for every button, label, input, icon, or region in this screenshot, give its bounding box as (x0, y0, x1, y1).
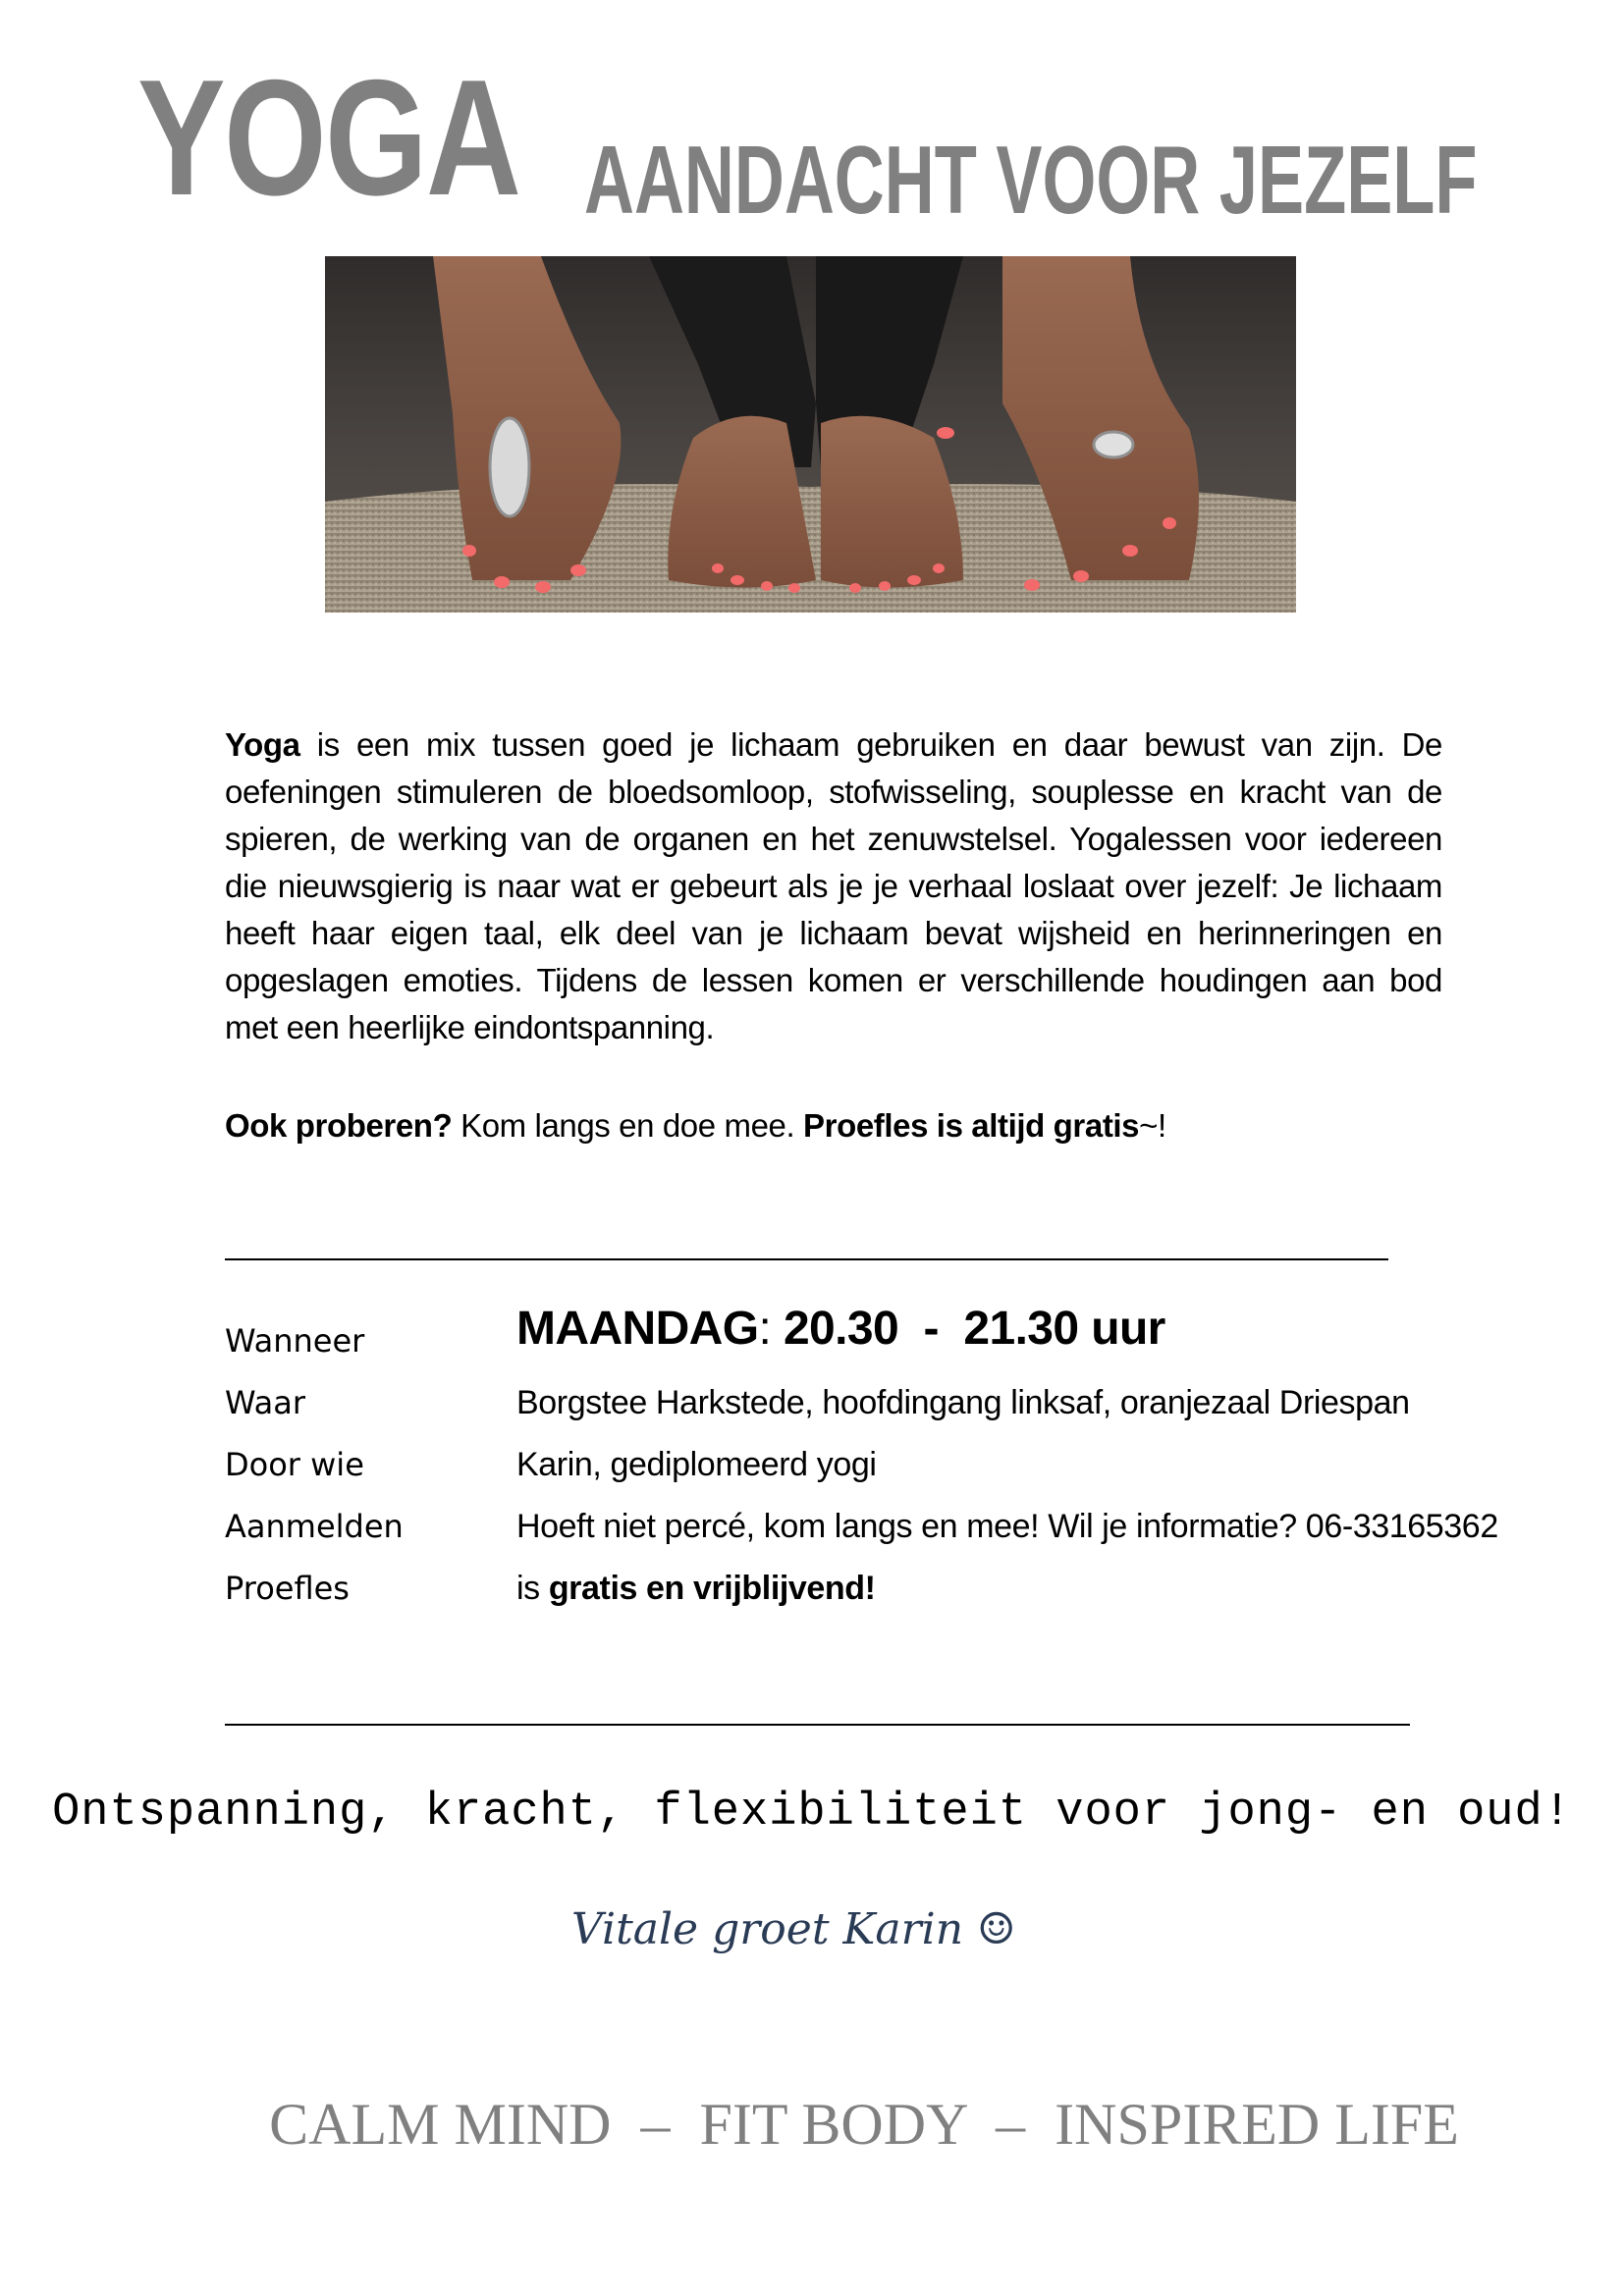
info-label-where: Waar (225, 1384, 305, 1421)
cta-end: ~! (1139, 1107, 1166, 1144)
intro-text: is een mix tussen goed je lichaam gebruiken en daar bewust van zijn. De oefeningen stimuleren de bloedsomloop, stofwisseling, souplesse en kracht van de spieren, de werking van de organen en het zenuwstelsel. Yogalessen voor iedereen die nieuwsgierig is naar wat er gebeurt als je je verhaal loslaat over jezelf: Je lichaam heeft haar eigen taal, elk deel van je lichaam bevat wijsheid en herinneringen en opgeslagen emoties. Tijdens de lessen komen er verschillende houdingen aan bod met een heerlijke eindontspanning. (225, 726, 1442, 1045)
info-row-where (225, 1378, 1560, 1427)
cta-middle: Kom langs en doe mee. (452, 1107, 804, 1144)
when-day: MAANDAG (516, 1303, 759, 1355)
info-value-when (516, 1305, 1165, 1354)
info-value-where: Borgstee Harkstede, hoofdingang linksaf, oranjezaal Driespan (516, 1384, 1410, 1421)
when-sep: : (758, 1303, 784, 1355)
tagline: Ontspanning, kracht, flexibiliteit voor jong- en oud! (52, 1787, 1572, 1839)
info-value-trial (516, 1564, 876, 1613)
divider-bottom (225, 1724, 1410, 1726)
cta-question: Ook proberen? (225, 1107, 453, 1144)
trial-prefix: is (516, 1570, 549, 1607)
when-time: 20.30 - 21.30 uur (783, 1303, 1165, 1355)
info-row-signup (225, 1502, 1560, 1551)
divider-top (225, 1258, 1388, 1260)
info-label-signup: Aanmelden (225, 1508, 404, 1545)
trial-value: gratis en vrijblijvend! (548, 1570, 876, 1607)
info-row-when (225, 1303, 1560, 1365)
motto: CALM MIND – FIT BODY – INSPIRED LIFE (269, 2092, 1459, 2157)
intro-lead: Yoga (225, 726, 300, 763)
info-row-trial (225, 1564, 1560, 1613)
title-subtitle: AANDACHT VOOR JEZELF (584, 126, 1478, 234)
call-to-action (225, 1102, 1166, 1149)
info-label-trial: Proefles (225, 1570, 350, 1607)
info-label-who: Door wie (225, 1446, 364, 1483)
cta-highlight: Proefles is altijd gratis (803, 1107, 1140, 1144)
title-yoga: YOGA (137, 45, 520, 230)
intro-paragraph (225, 721, 1442, 1051)
info-value-who: Karin, gediplomeerd yogi (516, 1446, 877, 1483)
yoga-photo (325, 256, 1296, 613)
page-title (137, 39, 1512, 236)
info-label-when: Wanneer (225, 1322, 365, 1360)
info-row-who (225, 1440, 1560, 1489)
signature-greeting: Vitale groet Karin ☺ (571, 1904, 1016, 1954)
info-value-signup: Hoeft niet percé, kom langs en mee! Wil je informatie? 06-33165362 (516, 1508, 1498, 1545)
